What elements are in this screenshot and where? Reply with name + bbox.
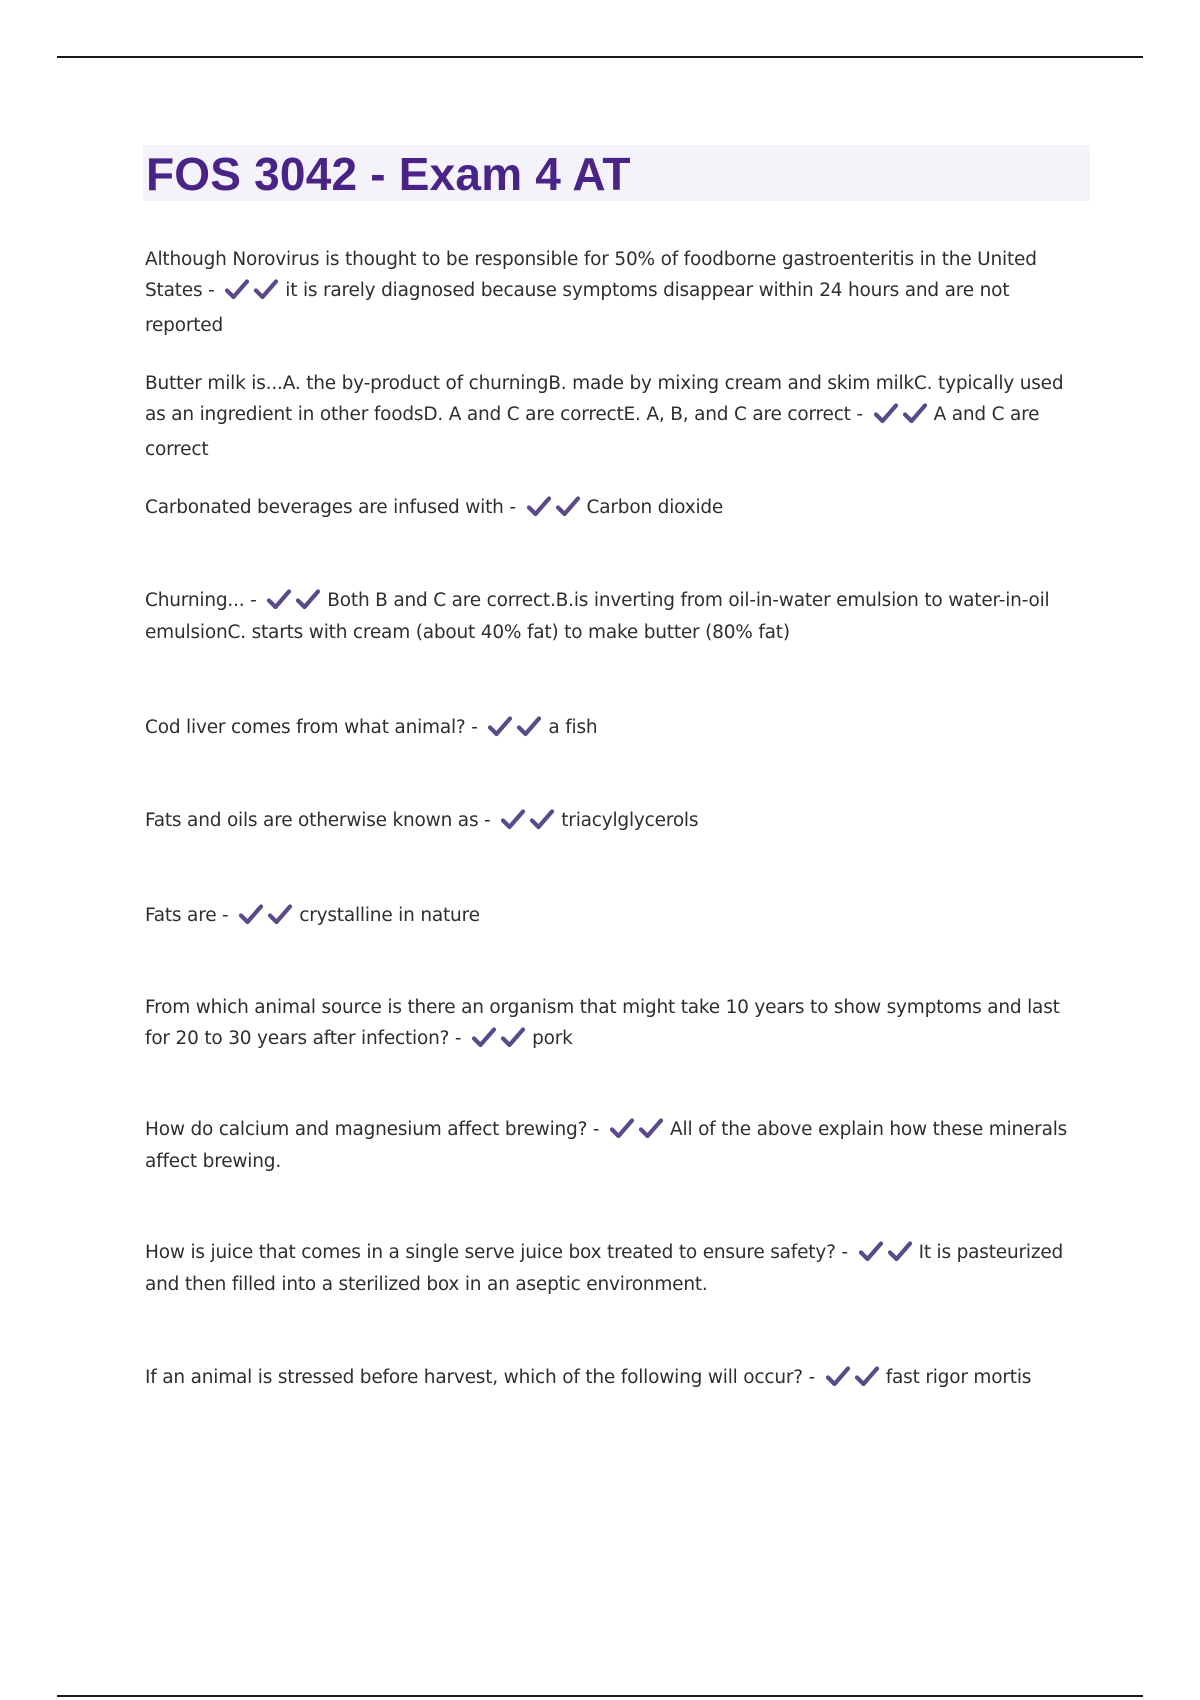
check-icon [516,715,542,737]
check-icon [487,715,513,737]
question-text: How is juice that comes in a single serve juice box treated to ensure safety? - [145,1242,848,1263]
question-text: Fats and oils are otherwise known as - [145,810,491,831]
answer-text: fast rigor mortis [885,1367,1032,1388]
answer-checkmarks [238,903,296,935]
answer-text: Carbon dioxide [586,497,724,518]
check-icon [858,1240,884,1262]
answer-checkmarks [873,402,931,434]
answer-text: it is rarely diagnosed because symptoms disappear within 24 hours and are not reported [145,280,1010,336]
answer-text: triacylglycerols [561,810,699,831]
check-icon [638,1117,664,1139]
check-icon [224,278,250,300]
top-rule [57,56,1143,58]
answer-checkmarks [609,1117,667,1148]
qa-item [145,992,1085,1058]
answer-text: a fish [548,717,598,738]
check-icon [471,1026,497,1048]
qa-item [145,1362,1085,1397]
answer-text: All of the above explain how these minerals affect brewing. [145,1119,1068,1172]
answer-checkmarks [825,1365,883,1397]
question-text: Butter milk is...A. the by-product of churningB. made by mixing cream and skim milkC. typically used as an ingredient in other foodsD. A and C are correctE. A, B, and C are correct - [145,373,1064,425]
answer-text: A and C are correct [145,404,1040,460]
question-text: Carbonated beverages are infused with - [145,497,516,518]
page-title: FOS 3042 - Exam 4 AT [146,148,631,200]
check-icon [526,495,552,517]
check-icon [266,588,292,610]
check-icon [555,495,581,517]
qa-item [145,368,1085,465]
answer-checkmarks [224,278,282,310]
answer-checkmarks [858,1240,916,1271]
qa-item [145,587,1085,647]
qa-item [145,712,1085,747]
question-text: Although Norovirus is thought to be responsible for 50% of foodborne gastroenteritis in the United States - [145,249,1037,301]
check-icon [854,1365,880,1387]
qa-item [145,492,1085,527]
answer-text: pork [532,1028,573,1049]
answer-checkmarks [500,808,558,840]
question-text: Churning... - [145,590,257,611]
check-icon [253,278,279,300]
check-icon [902,402,928,424]
qa-item [145,805,1085,840]
qa-item [145,1116,1085,1176]
check-icon [500,1026,526,1048]
qa-item [145,244,1085,341]
question-text: Fats are - [145,905,229,926]
answer-text: crystalline in nature [299,905,480,926]
question-text: If an animal is stressed before harvest, which of the following will occur? - [145,1367,816,1388]
check-icon [267,903,293,925]
check-icon [500,808,526,830]
answer-checkmarks [526,495,584,527]
check-icon [529,808,555,830]
answer-text: It is pasteurized and then filled into a sterilized box in an aseptic environment. [145,1242,1064,1295]
bottom-rule [57,1695,1143,1697]
qa-item [145,900,1085,935]
question-text: How do calcium and magnesium affect brewing? - [145,1119,600,1140]
question-text: Cod liver comes from what animal? - [145,717,478,738]
check-icon [887,1240,913,1262]
answer-checkmarks [471,1026,529,1058]
check-icon [873,402,899,424]
check-icon [238,903,264,925]
qa-item [145,1239,1085,1299]
check-icon [609,1117,635,1139]
answer-checkmarks [266,588,324,619]
answer-text: Both B and C are correct.B.is inverting from oil-in-water emulsion to water-in-oil emulsionC. starts with cream (about 40% fat) to make butter (80% fat) [145,590,1050,643]
check-icon [295,588,321,610]
question-text: From which animal source is there an organism that might take 10 years to show symptoms and last for 20 to 30 years after infection? - [145,997,1060,1049]
answer-checkmarks [487,715,545,747]
check-icon [825,1365,851,1387]
